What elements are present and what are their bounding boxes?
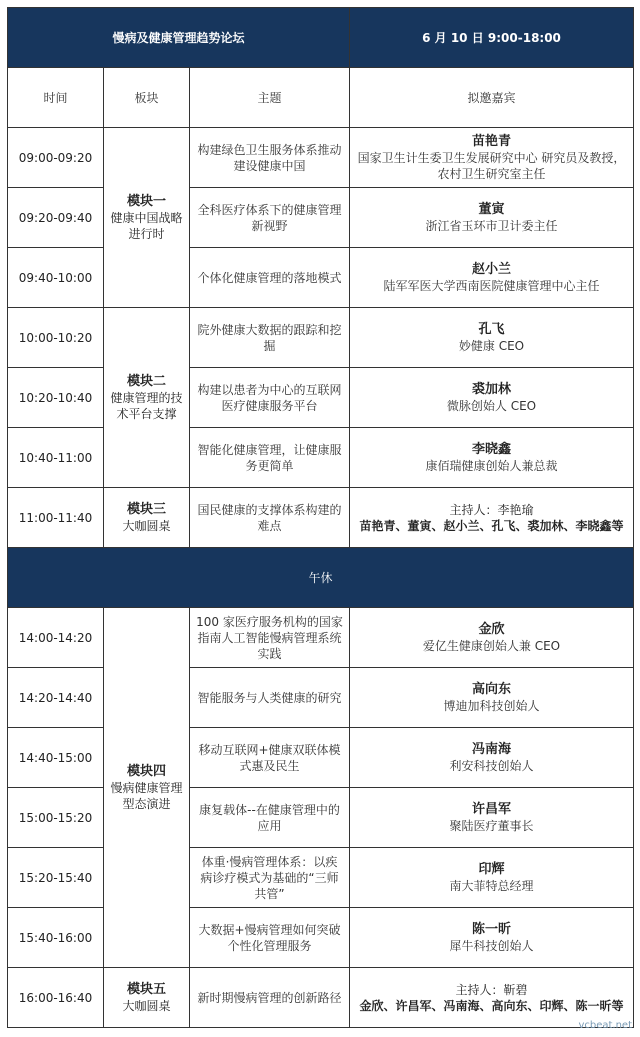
guest-cell <box>350 608 634 668</box>
block-cell <box>104 308 190 488</box>
block-desc: 大咖圆桌 <box>122 998 171 1013</box>
speaker-name: 苗艳青 <box>472 133 512 149</box>
schedule-table <box>7 7 634 1028</box>
table-row <box>8 728 634 788</box>
block-name: 模块五 <box>126 981 166 997</box>
block-cell <box>104 608 190 968</box>
block-desc: 大咖圆桌 <box>122 518 171 533</box>
speaker-name: 印辉 <box>478 861 505 877</box>
guest-cell <box>350 968 634 1028</box>
speaker-name: 冯南海 <box>472 741 512 757</box>
table-row <box>8 428 634 488</box>
speaker-title: 微脉创始人 CEO <box>446 398 537 413</box>
time-cell: 15:20-15:40 <box>8 848 104 908</box>
panel-list: 苗艳青、董寅、赵小兰、孔飞、裘加林、李晓鑫等 <box>359 518 624 533</box>
time-cell: 09:40-10:00 <box>8 248 104 308</box>
lunch-row <box>8 548 634 608</box>
topic-cell: 院外健康大数据的跟踪和挖掘 <box>190 308 350 368</box>
time-cell: 14:20-14:40 <box>8 668 104 728</box>
topic-cell: 康复载体--在健康管理中的应用 <box>190 788 350 848</box>
topic-cell: 大数据+慢病管理如何突破个性化管理服务 <box>190 908 350 968</box>
speaker-name: 董寅 <box>478 201 505 217</box>
time-cell: 10:00-10:20 <box>8 308 104 368</box>
speaker-name: 裘加林 <box>472 381 512 397</box>
panel-list: 金欣、许昌军、冯南海、高向东、印辉、陈一昕等 <box>359 998 624 1013</box>
speaker-name: 孔飞 <box>478 321 505 337</box>
speaker-title: 博迪加科技创始人 <box>443 698 540 713</box>
speaker-title: 浙江省玉环市卫计委主任 <box>425 218 558 233</box>
topic-cell: 全科医疗体系下的健康管理新视野 <box>190 188 350 248</box>
table-row <box>8 248 634 308</box>
time-cell: 09:00-09:20 <box>8 128 104 188</box>
table-row <box>8 848 634 908</box>
block-name: 模块一 <box>126 193 166 209</box>
guest-cell <box>350 128 634 188</box>
guest-cell <box>350 368 634 428</box>
table-row <box>8 128 634 188</box>
time-cell: 09:20-09:40 <box>8 188 104 248</box>
speaker-title: 利安科技创始人 <box>449 758 534 773</box>
col-topic: 主题 <box>190 68 350 128</box>
speaker-title: 聚陆医疗董事长 <box>449 818 534 833</box>
time-cell: 15:40-16:00 <box>8 908 104 968</box>
block-desc: 慢病健康管理型态演进 <box>110 780 183 811</box>
speaker-name: 赵小兰 <box>472 261 512 277</box>
time-cell: 10:40-11:00 <box>8 428 104 488</box>
block-cell <box>104 968 190 1028</box>
speaker-name: 陈一昕 <box>472 921 512 937</box>
speaker-name: 高向东 <box>472 681 512 697</box>
guest-cell <box>350 728 634 788</box>
col-time: 时间 <box>8 68 104 128</box>
block-cell <box>104 128 190 308</box>
topic-cell: 智能服务与人类健康的研究 <box>190 668 350 728</box>
topic-cell: 体重·慢病管理体系：以疾病诊疗模式为基础的“三师共管” <box>190 848 350 908</box>
table-row <box>8 668 634 728</box>
topic-cell: 新时期慢病管理的创新路径 <box>190 968 350 1028</box>
table-row <box>8 788 634 848</box>
guest-cell <box>350 668 634 728</box>
block-desc: 健康管理的技术平台支撑 <box>110 390 183 421</box>
time-cell: 16:00-16:40 <box>8 968 104 1028</box>
table-row <box>8 188 634 248</box>
host-label: 主持人：李艳瑜 <box>449 502 534 517</box>
block-name: 模块四 <box>126 763 166 779</box>
topic-cell: 100 家医疗服务机构的国家指南人工智能慢病管理系统实践 <box>190 608 350 668</box>
table-row <box>8 308 634 368</box>
schedule-container <box>7 7 633 1031</box>
block-desc: 健康中国战略进行时 <box>110 210 183 241</box>
block-name: 模块二 <box>126 373 166 389</box>
topic-cell: 智能化健康管理，让健康服务更简单 <box>190 428 350 488</box>
block-cell <box>104 488 190 548</box>
guest-cell <box>350 248 634 308</box>
time-cell: 11:00-11:40 <box>8 488 104 548</box>
watermark: vcbeat.net <box>578 1020 632 1031</box>
time-cell: 14:40-15:00 <box>8 728 104 788</box>
guest-cell <box>350 908 634 968</box>
table-row <box>8 608 634 668</box>
speaker-title: 陆军军医大学西南医院健康管理中心主任 <box>383 278 600 293</box>
time-cell: 10:20-10:40 <box>8 368 104 428</box>
guest-cell <box>350 428 634 488</box>
time-cell: 14:00-14:20 <box>8 608 104 668</box>
speaker-title: 国家卫生计生委卫生发展研究中心 研究员及教授，农村卫生研究室主任 <box>357 150 626 181</box>
col-guest: 拟邀嘉宾 <box>350 68 634 128</box>
host-label: 主持人：靳碧 <box>455 982 528 997</box>
forum-title: 慢病及健康管理趋势论坛 <box>8 8 350 68</box>
forum-date: 6 月 10 日 9:00-18:00 <box>350 8 634 68</box>
topic-cell: 构建绿色卫生服务体系推动建设健康中国 <box>190 128 350 188</box>
column-header-row <box>8 68 634 128</box>
guest-cell <box>350 788 634 848</box>
guest-cell <box>350 488 634 548</box>
topic-cell: 构建以患者为中心的互联网医疗健康服务平台 <box>190 368 350 428</box>
block-name: 模块三 <box>126 501 166 517</box>
col-block: 板块 <box>104 68 190 128</box>
speaker-title: 南大菲特总经理 <box>449 878 534 893</box>
speaker-title: 康佰瑞健康创始人兼总裁 <box>425 458 558 473</box>
guest-cell <box>350 848 634 908</box>
speaker-title: 爱亿生健康创始人兼 CEO <box>422 638 561 653</box>
time-cell: 15:00-15:20 <box>8 788 104 848</box>
speaker-name: 许昌军 <box>472 801 512 817</box>
topic-cell: 个体化健康管理的落地模式 <box>190 248 350 308</box>
table-row <box>8 488 634 548</box>
guest-cell <box>350 308 634 368</box>
header-row <box>8 8 634 68</box>
table-row <box>8 908 634 968</box>
speaker-title: 妙健康 CEO <box>458 338 525 353</box>
topic-cell: 国民健康的支撑体系构建的难点 <box>190 488 350 548</box>
speaker-title: 犀牛科技创始人 <box>449 938 534 953</box>
speaker-name: 金欣 <box>478 621 505 637</box>
lunch-label: 午休 <box>8 548 634 608</box>
table-row <box>8 368 634 428</box>
speaker-name: 李晓鑫 <box>472 441 512 457</box>
topic-cell: 移动互联网+健康双联体模式惠及民生 <box>190 728 350 788</box>
table-row <box>8 968 634 1028</box>
guest-cell <box>350 188 634 248</box>
